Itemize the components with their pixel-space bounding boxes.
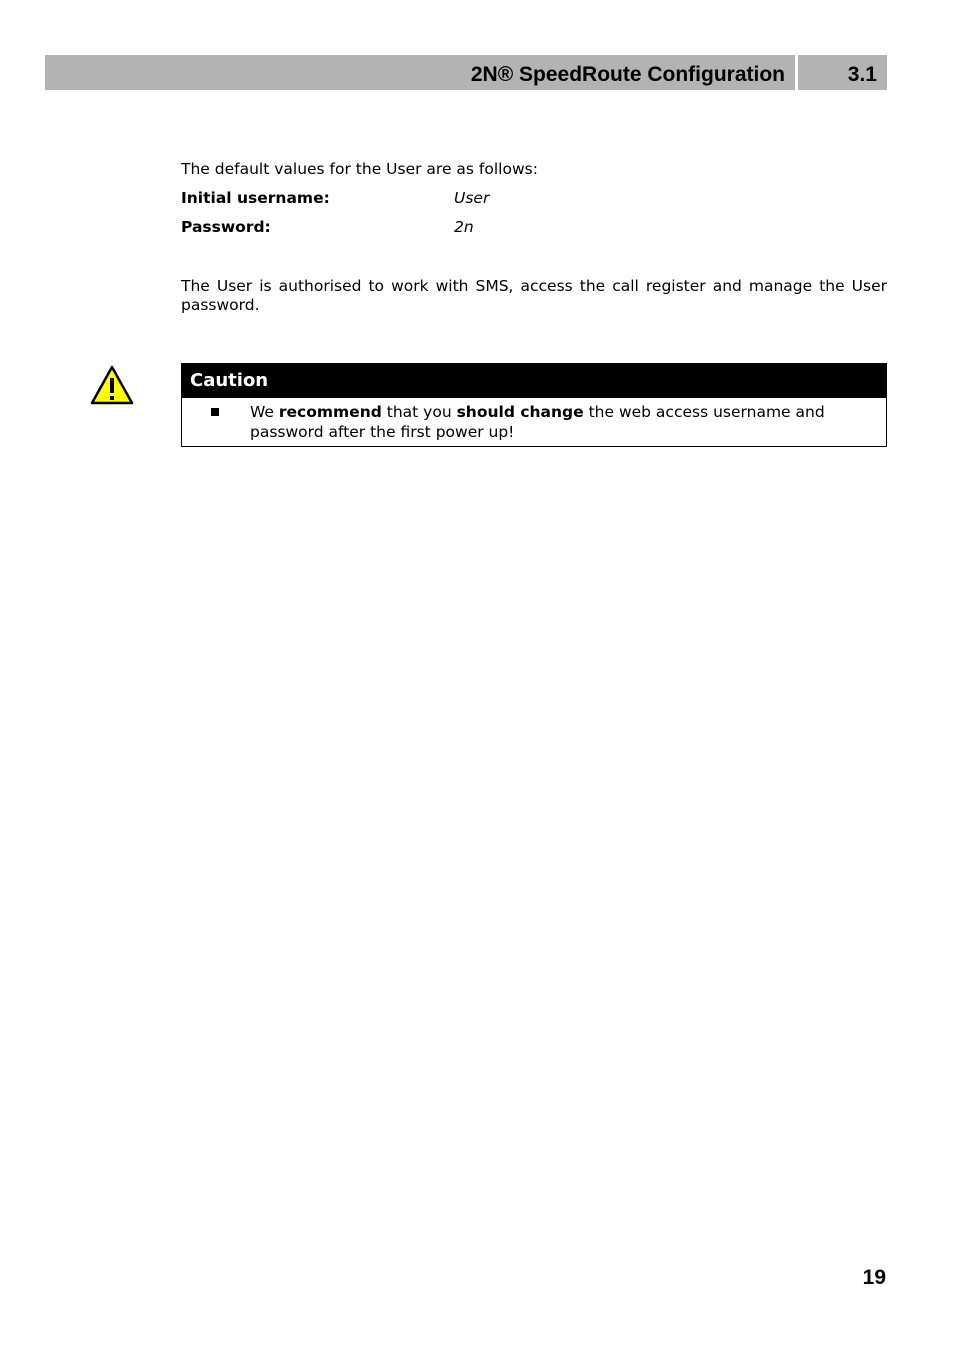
chapter-title: 2N® SpeedRoute Configuration	[470, 63, 785, 86]
caution-title: Caution	[182, 364, 886, 398]
header-title-box	[45, 55, 795, 90]
user-permissions-paragraph: The User is authorised to work with SMS, access the call register and manage the User password.	[181, 277, 887, 314]
caution-text	[250, 402, 870, 442]
section-number: 3.1	[847, 63, 877, 86]
password-value: 2n	[454, 218, 474, 236]
username-value: User	[454, 189, 490, 207]
caution-text-part: We	[250, 403, 279, 421]
page-number: 19	[862, 1266, 886, 1289]
caution-text-part: the web access username and password after the first power up!	[250, 403, 825, 441]
square-bullet-icon	[211, 408, 219, 416]
header-section-box	[798, 55, 887, 90]
intro-text: The default values for the User are as follows:	[181, 160, 538, 178]
caution-emphasis-recommend: recommend	[278, 403, 382, 421]
warning-triangle-icon	[90, 364, 134, 406]
caution-emphasis-should-change: should change	[456, 403, 584, 421]
caution-text-part: that you	[381, 403, 457, 421]
username-label: Initial username:	[181, 189, 330, 207]
password-label: Password:	[181, 218, 271, 236]
caution-box	[181, 363, 887, 447]
page-header	[45, 55, 887, 90]
